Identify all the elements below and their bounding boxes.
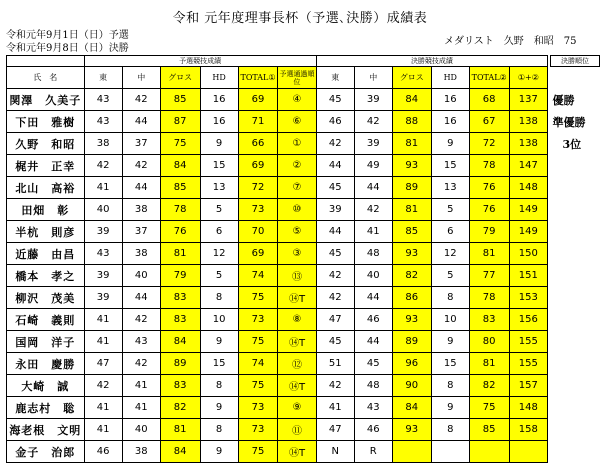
final-hd-cell: 12 bbox=[431, 243, 469, 265]
final-middle-cell: 41 bbox=[354, 221, 392, 243]
hd-header: HD bbox=[431, 67, 469, 89]
prelim-gross-cell: 81 bbox=[160, 419, 200, 441]
place-cell bbox=[551, 265, 600, 287]
sum-cell: 155 bbox=[509, 331, 548, 353]
final-hd-cell: 5 bbox=[431, 265, 469, 287]
total2-cell: 85 bbox=[469, 419, 509, 441]
table-row bbox=[7, 287, 600, 309]
medalist-label: メダリスト 久野 和昭 75 bbox=[444, 36, 577, 47]
final-middle-cell: 42 bbox=[354, 111, 392, 133]
final-gross-cell: 85 bbox=[392, 221, 431, 243]
final-east-cell: 42 bbox=[316, 287, 354, 309]
prelim-gross-cell: 84 bbox=[160, 331, 200, 353]
hd-header: HD bbox=[200, 67, 238, 89]
sum-header: ①+② bbox=[509, 67, 548, 89]
final-east-cell: 46 bbox=[316, 111, 354, 133]
page-title: 令和 元年度理事長杯（予選､決勝）成績表 bbox=[172, 11, 428, 26]
prelim-middle-cell: 40 bbox=[122, 265, 160, 287]
final-middle-cell: R bbox=[354, 441, 392, 463]
prelim-middle-cell: 38 bbox=[122, 441, 160, 463]
prelim-east-cell: 39 bbox=[84, 265, 122, 287]
prelim-gross-cell: 81 bbox=[160, 243, 200, 265]
total2-cell: 78 bbox=[469, 287, 509, 309]
final-gross-cell: 89 bbox=[392, 177, 431, 199]
final-hd-cell: 8 bbox=[431, 375, 469, 397]
final-gross-cell: 93 bbox=[392, 155, 431, 177]
table-row bbox=[7, 111, 600, 133]
prelim-hd-cell: 9 bbox=[200, 133, 238, 155]
sum-cell: 151 bbox=[509, 265, 548, 287]
prelim-east-cell: 41 bbox=[84, 309, 122, 331]
final-hd-cell: 16 bbox=[431, 89, 469, 111]
final-east-cell: 41 bbox=[316, 397, 354, 419]
prelim-east-cell: 43 bbox=[84, 111, 122, 133]
total2-cell: 79 bbox=[469, 221, 509, 243]
final-date: 令和元年9月8日（日）決勝 bbox=[6, 43, 129, 54]
final-gross-cell: 90 bbox=[392, 375, 431, 397]
place-cell bbox=[551, 419, 600, 441]
total2-cell: 76 bbox=[469, 177, 509, 199]
prelim-middle-cell: 41 bbox=[122, 397, 160, 419]
total2-cell: 67 bbox=[469, 111, 509, 133]
place-cell bbox=[551, 243, 600, 265]
prelim-east-cell: 39 bbox=[84, 221, 122, 243]
final-gross-cell: 93 bbox=[392, 309, 431, 331]
final-gross-cell: 82 bbox=[392, 265, 431, 287]
prelim-date: 令和元年9月1日（日）予選 bbox=[6, 30, 129, 41]
prelim-rank-header: 予選通過順位 bbox=[278, 67, 316, 89]
prelim-middle-cell: 42 bbox=[122, 353, 160, 375]
name-cell: 金子 治郎 bbox=[7, 441, 85, 463]
name-cell: 大崎 誠 bbox=[7, 375, 85, 397]
prelim-east-cell: 43 bbox=[84, 243, 122, 265]
total2-cell: 81 bbox=[469, 353, 509, 375]
prelim-east-cell: 38 bbox=[84, 133, 122, 155]
table-row bbox=[7, 133, 600, 155]
final-hd-cell: 8 bbox=[431, 419, 469, 441]
name-cell: 柳沢 茂美 bbox=[7, 287, 85, 309]
final-middle-cell: 39 bbox=[354, 133, 392, 155]
gross-header: グロス bbox=[160, 67, 200, 89]
table-row bbox=[7, 243, 600, 265]
place-cell bbox=[551, 155, 600, 177]
total1-cell: 74 bbox=[238, 353, 278, 375]
prelim-gross-cell: 83 bbox=[160, 287, 200, 309]
final-hd-cell: 15 bbox=[431, 155, 469, 177]
prelim-gross-cell: 78 bbox=[160, 199, 200, 221]
prelim-rank-cell: ⑪ bbox=[278, 419, 316, 441]
prelim-hd-cell: 8 bbox=[200, 375, 238, 397]
prelim-rank-cell: ④ bbox=[278, 89, 316, 111]
sum-cell: 148 bbox=[509, 177, 548, 199]
table-row bbox=[7, 221, 600, 243]
table-row bbox=[7, 331, 600, 353]
sum-cell: 138 bbox=[509, 133, 548, 155]
total1-cell: 66 bbox=[238, 133, 278, 155]
prelim-east-cell: 42 bbox=[84, 375, 122, 397]
group-header-row bbox=[7, 56, 600, 67]
table-row bbox=[7, 309, 600, 331]
east-header: 東 bbox=[84, 67, 122, 89]
prelim-rank-cell: ① bbox=[278, 133, 316, 155]
total1-cell: 69 bbox=[238, 243, 278, 265]
final-gross-cell: 96 bbox=[392, 353, 431, 375]
total1-cell: 73 bbox=[238, 397, 278, 419]
place-cell: 優勝 bbox=[552, 93, 575, 107]
final-east-cell: 45 bbox=[316, 89, 354, 111]
blank-header-cell bbox=[7, 56, 85, 67]
sum-cell: 148 bbox=[509, 397, 548, 419]
name-cell: 国岡 洋子 bbox=[7, 331, 85, 353]
final-middle-cell: 44 bbox=[354, 177, 392, 199]
place-cell bbox=[551, 397, 600, 419]
column-header-row bbox=[7, 67, 600, 89]
total1-header: TOTAL① bbox=[238, 67, 278, 89]
final-east-cell: 39 bbox=[316, 199, 354, 221]
final-gross-cell: 93 bbox=[392, 243, 431, 265]
final-east-cell: 45 bbox=[316, 177, 354, 199]
prelim-middle-cell: 42 bbox=[122, 89, 160, 111]
rank-group-header: 決勝順位 bbox=[551, 56, 600, 67]
final-hd-cell: 9 bbox=[431, 397, 469, 419]
prelim-hd-cell: 16 bbox=[200, 111, 238, 133]
prelim-rank-cell: ⑭T bbox=[278, 331, 316, 353]
final-group-header: 決勝競技成績 bbox=[316, 56, 548, 67]
prelim-middle-cell: 44 bbox=[122, 287, 160, 309]
prelim-rank-cell: ⑨ bbox=[278, 397, 316, 419]
final-hd-cell bbox=[431, 441, 469, 463]
prelim-hd-cell: 13 bbox=[200, 177, 238, 199]
table-row bbox=[7, 177, 600, 199]
final-east-cell: 47 bbox=[316, 309, 354, 331]
total2-cell: 75 bbox=[469, 397, 509, 419]
prelim-east-cell: 41 bbox=[84, 419, 122, 441]
prelim-hd-cell: 9 bbox=[200, 441, 238, 463]
total1-cell: 73 bbox=[238, 419, 278, 441]
prelim-rank-cell: ⑩ bbox=[278, 199, 316, 221]
prelim-east-cell: 40 bbox=[84, 199, 122, 221]
total1-cell: 70 bbox=[238, 221, 278, 243]
total2-cell: 68 bbox=[469, 89, 509, 111]
prelim-middle-cell: 44 bbox=[122, 177, 160, 199]
final-east-cell: 45 bbox=[316, 331, 354, 353]
final-east-cell: 45 bbox=[316, 243, 354, 265]
prelim-hd-cell: 15 bbox=[200, 155, 238, 177]
table-row bbox=[7, 353, 600, 375]
name-cell: 田畑 彰 bbox=[7, 199, 85, 221]
prelim-rank-cell: ⑬ bbox=[278, 265, 316, 287]
table-row bbox=[7, 419, 600, 441]
final-gross-cell: 81 bbox=[392, 199, 431, 221]
final-east-cell: 47 bbox=[316, 419, 354, 441]
gross-header: グロス bbox=[392, 67, 431, 89]
place-cell bbox=[551, 331, 600, 353]
prelim-east-cell: 41 bbox=[84, 177, 122, 199]
final-middle-cell: 44 bbox=[354, 287, 392, 309]
total2-cell: 83 bbox=[469, 309, 509, 331]
total1-cell: 69 bbox=[238, 89, 278, 111]
prelim-hd-cell: 6 bbox=[200, 221, 238, 243]
prelim-hd-cell: 5 bbox=[200, 265, 238, 287]
place-cell bbox=[551, 441, 600, 463]
final-hd-cell: 5 bbox=[431, 199, 469, 221]
name-cell: 石崎 義則 bbox=[7, 309, 85, 331]
place-cell bbox=[551, 353, 600, 375]
final-middle-cell: 45 bbox=[354, 353, 392, 375]
middle-header: 中 bbox=[354, 67, 392, 89]
final-east-cell: 44 bbox=[316, 155, 354, 177]
total1-cell: 73 bbox=[238, 199, 278, 221]
final-middle-cell: 48 bbox=[354, 243, 392, 265]
total2-cell: 78 bbox=[469, 155, 509, 177]
total2-cell: 80 bbox=[469, 331, 509, 353]
final-middle-cell: 42 bbox=[354, 199, 392, 221]
table-row bbox=[7, 375, 600, 397]
final-gross-cell: 81 bbox=[392, 133, 431, 155]
sum-cell: 138 bbox=[509, 111, 548, 133]
prelim-middle-cell: 42 bbox=[122, 155, 160, 177]
name-cell: 永田 慶勝 bbox=[7, 353, 85, 375]
prelim-middle-cell: 38 bbox=[122, 243, 160, 265]
results-table bbox=[6, 55, 600, 463]
table-row bbox=[7, 265, 600, 287]
sum-cell bbox=[509, 441, 548, 463]
name-cell: 海老根 文明 bbox=[7, 419, 85, 441]
final-hd-cell: 10 bbox=[431, 309, 469, 331]
table-row bbox=[7, 155, 600, 177]
prelim-gross-cell: 85 bbox=[160, 177, 200, 199]
prelim-hd-cell: 8 bbox=[200, 419, 238, 441]
east-header: 東 bbox=[316, 67, 354, 89]
place-cell bbox=[551, 199, 600, 221]
prelim-gross-cell: 83 bbox=[160, 375, 200, 397]
prelim-rank-cell: ⑦ bbox=[278, 177, 316, 199]
prelim-hd-cell: 12 bbox=[200, 243, 238, 265]
sum-cell: 149 bbox=[509, 221, 548, 243]
prelim-middle-cell: 40 bbox=[122, 419, 160, 441]
sum-cell: 150 bbox=[509, 243, 548, 265]
total1-cell: 75 bbox=[238, 375, 278, 397]
sum-cell: 137 bbox=[509, 89, 548, 111]
final-gross-cell: 86 bbox=[392, 287, 431, 309]
middle-header: 中 bbox=[122, 67, 160, 89]
total2-header: TOTAL② bbox=[469, 67, 509, 89]
name-cell: 半杭 則彦 bbox=[7, 221, 85, 243]
total1-cell: 73 bbox=[238, 309, 278, 331]
final-east-cell: 42 bbox=[316, 265, 354, 287]
sum-cell: 156 bbox=[509, 309, 548, 331]
place-cell: 準優勝 bbox=[552, 115, 586, 129]
prelim-middle-cell: 38 bbox=[122, 199, 160, 221]
sum-cell: 147 bbox=[509, 155, 548, 177]
prelim-rank-cell: ⑭T bbox=[278, 375, 316, 397]
prelim-rank-cell: ⑤ bbox=[278, 221, 316, 243]
prelim-hd-cell: 9 bbox=[200, 331, 238, 353]
final-middle-cell: 39 bbox=[354, 89, 392, 111]
prelim-middle-cell: 42 bbox=[122, 309, 160, 331]
name-cell: 久野 和昭 bbox=[7, 133, 85, 155]
final-gross-cell bbox=[392, 441, 431, 463]
place-cell bbox=[551, 309, 600, 331]
prelim-rank-cell: ⑫ bbox=[278, 353, 316, 375]
final-gross-cell: 93 bbox=[392, 419, 431, 441]
final-gross-cell: 84 bbox=[392, 397, 431, 419]
final-middle-cell: 40 bbox=[354, 265, 392, 287]
final-east-cell: 44 bbox=[316, 221, 354, 243]
prelim-rank-cell: ⑧ bbox=[278, 309, 316, 331]
name-cell: 近藤 由昌 bbox=[7, 243, 85, 265]
sum-cell: 155 bbox=[509, 353, 548, 375]
prelim-gross-cell: 82 bbox=[160, 397, 200, 419]
prelim-east-cell: 43 bbox=[84, 89, 122, 111]
final-east-cell: 42 bbox=[316, 375, 354, 397]
total1-cell: 75 bbox=[238, 287, 278, 309]
total1-cell: 75 bbox=[238, 441, 278, 463]
final-middle-cell: 43 bbox=[354, 397, 392, 419]
prelim-middle-cell: 37 bbox=[122, 133, 160, 155]
name-header: 氏 名 bbox=[7, 67, 85, 89]
final-middle-cell: 46 bbox=[354, 309, 392, 331]
table-row bbox=[7, 199, 600, 221]
prelim-hd-cell: 5 bbox=[200, 199, 238, 221]
final-middle-cell: 49 bbox=[354, 155, 392, 177]
prelim-gross-cell: 89 bbox=[160, 353, 200, 375]
sum-cell: 149 bbox=[509, 199, 548, 221]
prelim-middle-cell: 37 bbox=[122, 221, 160, 243]
prelim-east-cell: 46 bbox=[84, 441, 122, 463]
prelim-east-cell: 41 bbox=[84, 331, 122, 353]
name-cell: 関澤 久美子 bbox=[7, 89, 85, 111]
name-cell: 下田 雅樹 bbox=[7, 111, 85, 133]
total1-cell: 72 bbox=[238, 177, 278, 199]
table-row bbox=[7, 397, 600, 419]
prelim-gross-cell: 79 bbox=[160, 265, 200, 287]
sum-cell: 153 bbox=[509, 287, 548, 309]
prelim-middle-cell: 43 bbox=[122, 331, 160, 353]
prelim-east-cell: 47 bbox=[84, 353, 122, 375]
prelim-rank-cell: ② bbox=[278, 155, 316, 177]
place-header bbox=[551, 67, 600, 89]
total1-cell: 69 bbox=[238, 155, 278, 177]
final-hd-cell: 16 bbox=[431, 111, 469, 133]
place-cell bbox=[551, 177, 600, 199]
prelim-middle-cell: 44 bbox=[122, 111, 160, 133]
prelim-rank-cell: ③ bbox=[278, 243, 316, 265]
prelim-gross-cell: 85 bbox=[160, 89, 200, 111]
prelim-east-cell: 39 bbox=[84, 287, 122, 309]
name-cell: 梶井 正幸 bbox=[7, 155, 85, 177]
total1-cell: 75 bbox=[238, 331, 278, 353]
prelim-group-header: 予選競技成績 bbox=[84, 56, 316, 67]
name-cell: 鹿志村 聡 bbox=[7, 397, 85, 419]
total1-cell: 71 bbox=[238, 111, 278, 133]
table-row bbox=[7, 441, 600, 463]
prelim-east-cell: 42 bbox=[84, 155, 122, 177]
prelim-gross-cell: 84 bbox=[160, 441, 200, 463]
prelim-hd-cell: 15 bbox=[200, 353, 238, 375]
sum-cell: 157 bbox=[509, 375, 548, 397]
prelim-gross-cell: 76 bbox=[160, 221, 200, 243]
final-gross-cell: 89 bbox=[392, 331, 431, 353]
total2-cell: 82 bbox=[469, 375, 509, 397]
prelim-rank-cell: ⑥ bbox=[278, 111, 316, 133]
prelim-hd-cell: 16 bbox=[200, 89, 238, 111]
final-middle-cell: 46 bbox=[354, 419, 392, 441]
final-gross-cell: 88 bbox=[392, 111, 431, 133]
prelim-gross-cell: 83 bbox=[160, 309, 200, 331]
final-hd-cell: 15 bbox=[431, 353, 469, 375]
prelim-hd-cell: 8 bbox=[200, 287, 238, 309]
prelim-east-cell: 41 bbox=[84, 397, 122, 419]
final-east-cell: 42 bbox=[316, 133, 354, 155]
place-cell: 3位 bbox=[562, 137, 582, 151]
place-cell bbox=[551, 221, 600, 243]
prelim-rank-cell: ⑭T bbox=[278, 287, 316, 309]
total2-cell: 72 bbox=[469, 133, 509, 155]
table-row bbox=[7, 89, 600, 111]
final-hd-cell: 9 bbox=[431, 133, 469, 155]
final-hd-cell: 6 bbox=[431, 221, 469, 243]
final-hd-cell: 13 bbox=[431, 177, 469, 199]
prelim-gross-cell: 75 bbox=[160, 133, 200, 155]
final-middle-cell: 44 bbox=[354, 331, 392, 353]
final-east-cell: 51 bbox=[316, 353, 354, 375]
place-cell bbox=[551, 375, 600, 397]
sum-cell: 158 bbox=[509, 419, 548, 441]
name-cell: 北山 高裕 bbox=[7, 177, 85, 199]
final-middle-cell: 48 bbox=[354, 375, 392, 397]
total2-cell: 76 bbox=[469, 199, 509, 221]
prelim-gross-cell: 87 bbox=[160, 111, 200, 133]
prelim-middle-cell: 41 bbox=[122, 375, 160, 397]
final-east-cell: N bbox=[316, 441, 354, 463]
prelim-hd-cell: 9 bbox=[200, 397, 238, 419]
final-gross-cell: 84 bbox=[392, 89, 431, 111]
final-hd-cell: 8 bbox=[431, 287, 469, 309]
place-cell bbox=[551, 287, 600, 309]
prelim-gross-cell: 84 bbox=[160, 155, 200, 177]
total2-cell: 77 bbox=[469, 265, 509, 287]
total1-cell: 74 bbox=[238, 265, 278, 287]
prelim-rank-cell: ⑭T bbox=[278, 441, 316, 463]
prelim-hd-cell: 10 bbox=[200, 309, 238, 331]
total2-cell bbox=[469, 441, 509, 463]
name-cell: 橋本 孝之 bbox=[7, 265, 85, 287]
total2-cell: 81 bbox=[469, 243, 509, 265]
final-hd-cell: 9 bbox=[431, 331, 469, 353]
